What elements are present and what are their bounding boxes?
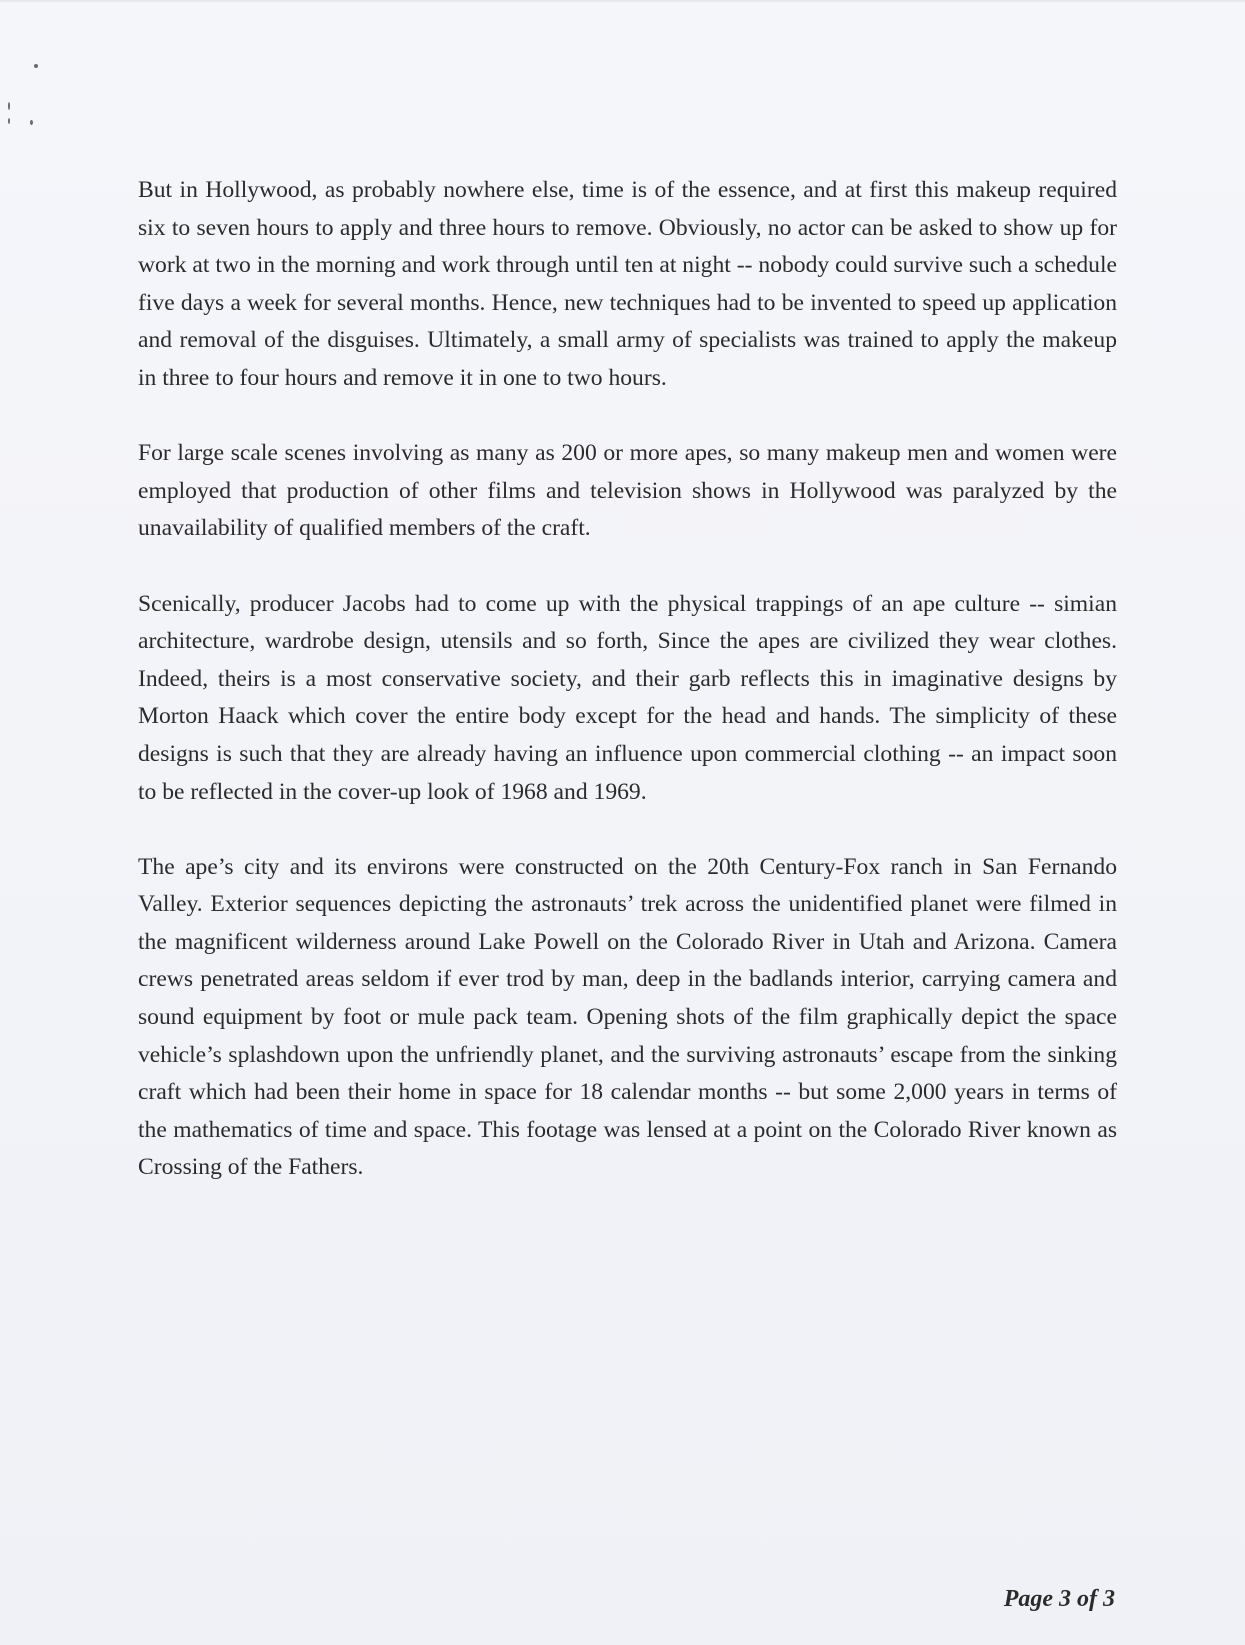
scan-top-edge	[0, 0, 1245, 3]
paragraph-locations: The ape’s city and its environs were constructed on the 20th Century-Fox ranch in San Fernando Valley. Exterior sequences depicting the astronauts’ trek across the unidentified planet were filmed in the magnificent wilderness around Lake Powell on the Colorado River in Utah and Arizona. Camera crews penetrated areas seldom if ever trod by man, deep in the badlands interior, carrying camera and sound equipment by foot or mule pack team. Opening shots of the film graphically depict the space vehicle’s splashdown upon the unfriendly planet, and the surviving astronauts’ escape from the sinking craft which had been their home in space for 18 calendar months -- but some 2,000 years in terms of the mathematics of time and space. This footage was lensed at a point on the Colorado River known as Crossing of the Fathers.	[138, 853, 1117, 1181]
scan-speck	[34, 64, 38, 68]
scan-speck	[8, 102, 10, 110]
paragraph-scenic-design: Scenically, producer Jacobs had to come up with the physical trappings of an ape culture -- simian architecture, wardrobe design, utensils and so forth, Since the apes are civilized they wear clothes. Indeed, theirs is a most conservative society, and their garb reflects this in imaginative designs by Morton Haack which cover the entire body except for the head and hands. The simplicity of these designs is such that they are already having an influence upon commercial clothing -- an impact soon to be reflected in the cover-up look of 1968 and 1969.	[138, 590, 1117, 805]
paragraph-makeup-time: But in Hollywood, as probably nowhere else, time is of the essence, and at first this makeup required six to seven hours to apply and three hours to remove. Obviously, no actor can be asked to show up for work at two in the morning and work through until ten at night -- nobody could survive such a schedule five days a week for several months. Hence, new techniques had to be invented to speed up application and removal of the disguises. Ultimately, a small army of specialists was trained to apply the makeup in three to four hours and remove it in one to two hours.	[138, 177, 1117, 391]
body-text	[138, 172, 1117, 1225]
scan-speck	[8, 118, 10, 124]
paragraph-large-scale-scenes: For large scale scenes involving as many as 200 or more apes, so many makeup men and women were employed that production of other films and television shows in Hollywood was paralyzed by the unavailability of qualified members of the craft.	[138, 440, 1117, 542]
page-number: Page 3 of 3	[1003, 1586, 1115, 1612]
scan-speck	[30, 120, 33, 125]
